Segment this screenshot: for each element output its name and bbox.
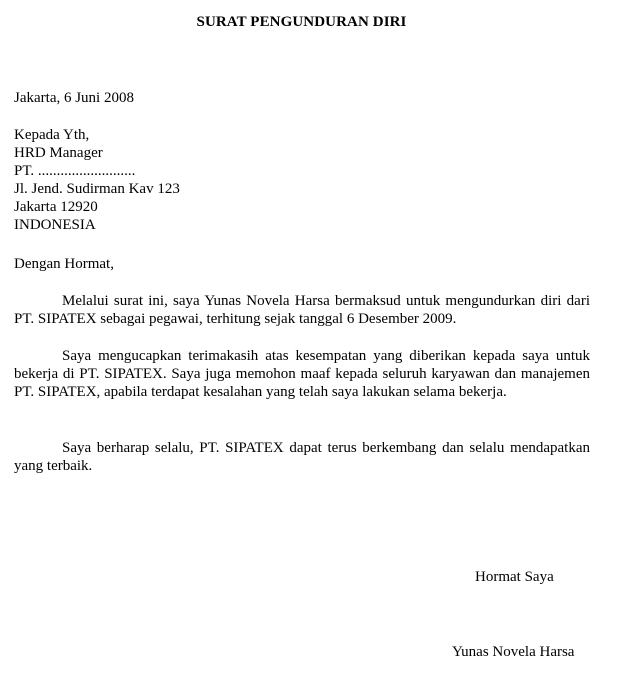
signer-name: Yunas Novela Harsa — [452, 644, 575, 660]
recipient-salutation: Kepada Yth, — [14, 127, 90, 143]
recipient-country: INDONESIA — [14, 217, 96, 233]
recipient-city: Jakarta 12920 — [14, 199, 98, 215]
recipient-position: HRD Manager — [14, 145, 103, 161]
greeting: Dengan Hormat, — [14, 256, 114, 272]
paragraph-3-text: Saya berharap selalu, PT. SIPATEX dapat terus berkembang dan selalu mendapatkan yang terbaik. — [14, 440, 590, 474]
paragraph-2-text: Saya mengucapkan terimakasih atas kesempatan yang diberikan kepada saya untuk bekerja di PT. SIPATEX. Saya juga memohon maaf kepada seluruh karyawan dan manajemen PT. SIPATEX, apabila terdapat kesalahan yang telah saya lakukan selama bekerja. — [14, 348, 590, 400]
closing-text: Hormat Saya — [475, 569, 554, 585]
letter-title: SURAT PENGUNDURAN DIRI — [196, 14, 407, 30]
paragraph-3 — [14, 439, 590, 475]
recipient-address: Jl. Jend. Sudirman Kav 123 — [14, 181, 180, 197]
paragraph-2 — [14, 347, 590, 401]
paragraph-1 — [14, 292, 590, 328]
recipient-company: PT. .......................... — [14, 163, 136, 179]
paragraph-1-text: Melalui surat ini, saya Yunas Novela Harsa bermaksud untuk mengundurkan diri dari PT. SIPATEX sebagai pegawai, terhitung sejak tanggal 6 Desember 2009. — [14, 293, 590, 327]
date-line: Jakarta, 6 Juni 2008 — [14, 90, 134, 106]
